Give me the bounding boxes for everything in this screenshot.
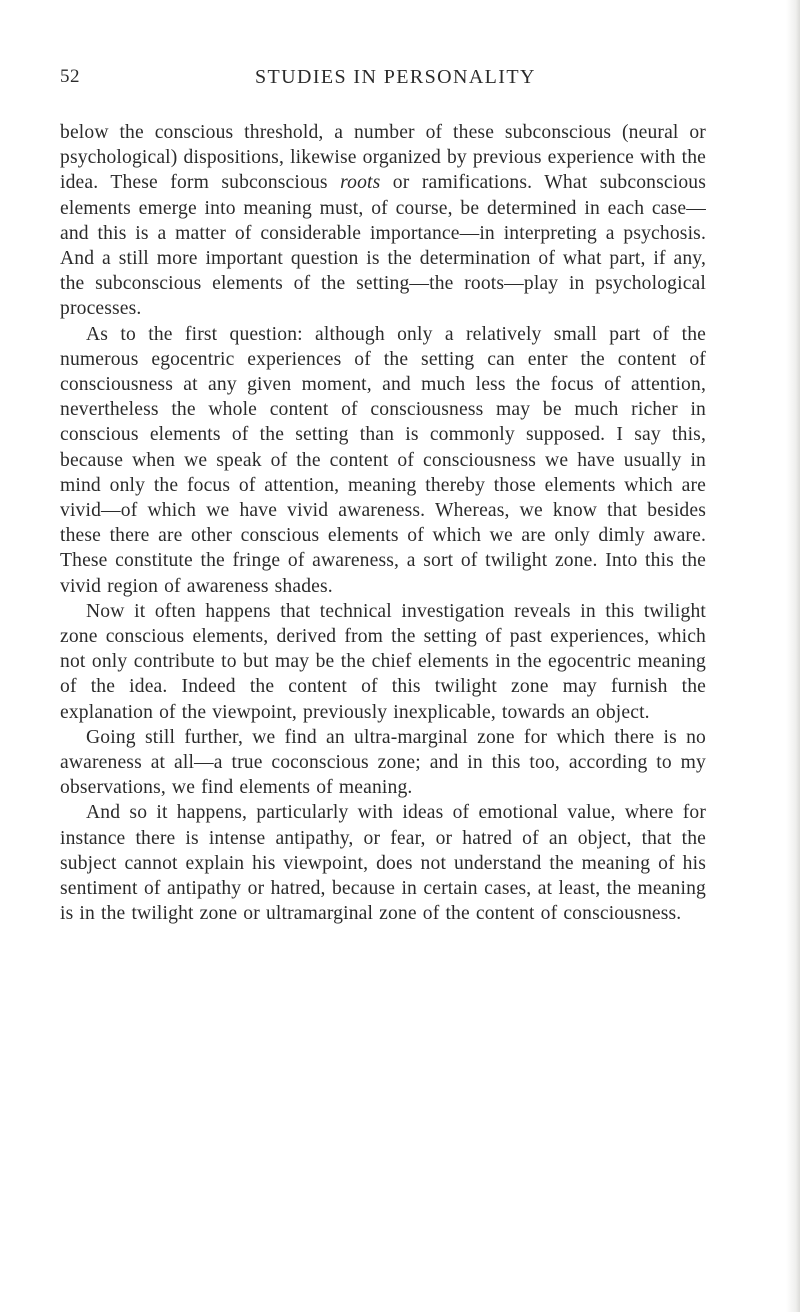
body-text — [60, 120, 706, 927]
paragraph-1-emphasis: roots — [340, 172, 381, 194]
page-number: 52 — [60, 66, 80, 87]
page-edge-shadow — [786, 0, 800, 1312]
paragraph-1-text-after: or ramifications. What subconscious elements emerge into meaning must, of course, be determined in each case—and this is a matter of considerable importance—in interpreting a psychosis. And a still more important question is the determination of what part, if any, the subconscious elements of the setting—the roots—play in psychological processes. — [60, 172, 706, 320]
running-head: STUDIES IN PERSONALITY — [255, 66, 536, 88]
paragraph-5: And so it happens, particularly with ideas of emotional value, where for instance there is intense antipathy, or fear, or hatred of an object, that the subject cannot explain his viewpoint, does not understand the meaning of his sentiment of antipathy or hatred, because in certain cases, at least, the meaning is in the twilight zone or ultramarginal zone of the content of consciousness. — [60, 802, 706, 925]
page-header — [60, 66, 700, 96]
paragraph-4: Going still further, we find an ultra-marginal zone for which there is no awareness at all—a true coconscious zone; and in this too, according to my observations, we find elements of meaning. — [60, 726, 706, 799]
paragraph-3: Now it often happens that technical investigation reveals in this twilight zone conscious elements, derived from the setting of past experiences, which not only contribute to but may be the chief elements in the egocentric meaning of the idea. Indeed the content of this twilight zone may furnish the explanation of the viewpoint, previously inexplicable, towards an object. — [60, 600, 706, 723]
paragraph-1 — [60, 120, 706, 322]
paragraph-1-text-before: below the conscious threshold, a number of these subconscious (neural or psychological) dispositions, likewise organized by previous experience with the idea. These form subconscious — [60, 122, 706, 194]
paragraph-2: As to the first question: although only a relatively small part of the numerous egocentric experiences of the setting can enter the content of consciousness at any given moment, and much less the focus of attention, nevertheless the whole content of consciousness may be much richer in conscious elements of the setting than is commonly supposed. I say this, because when we speak of the content of consciousness we have usually in mind only the focus of attention, meaning thereby those elements which are vivid—of which we have vivid awareness. Whereas, we know that besides these there are other conscious elements of which we are only dimly aware. These constitute the fringe of awareness, a sort of twilight zone. Into this the vivid region of awareness shades. — [60, 323, 706, 597]
